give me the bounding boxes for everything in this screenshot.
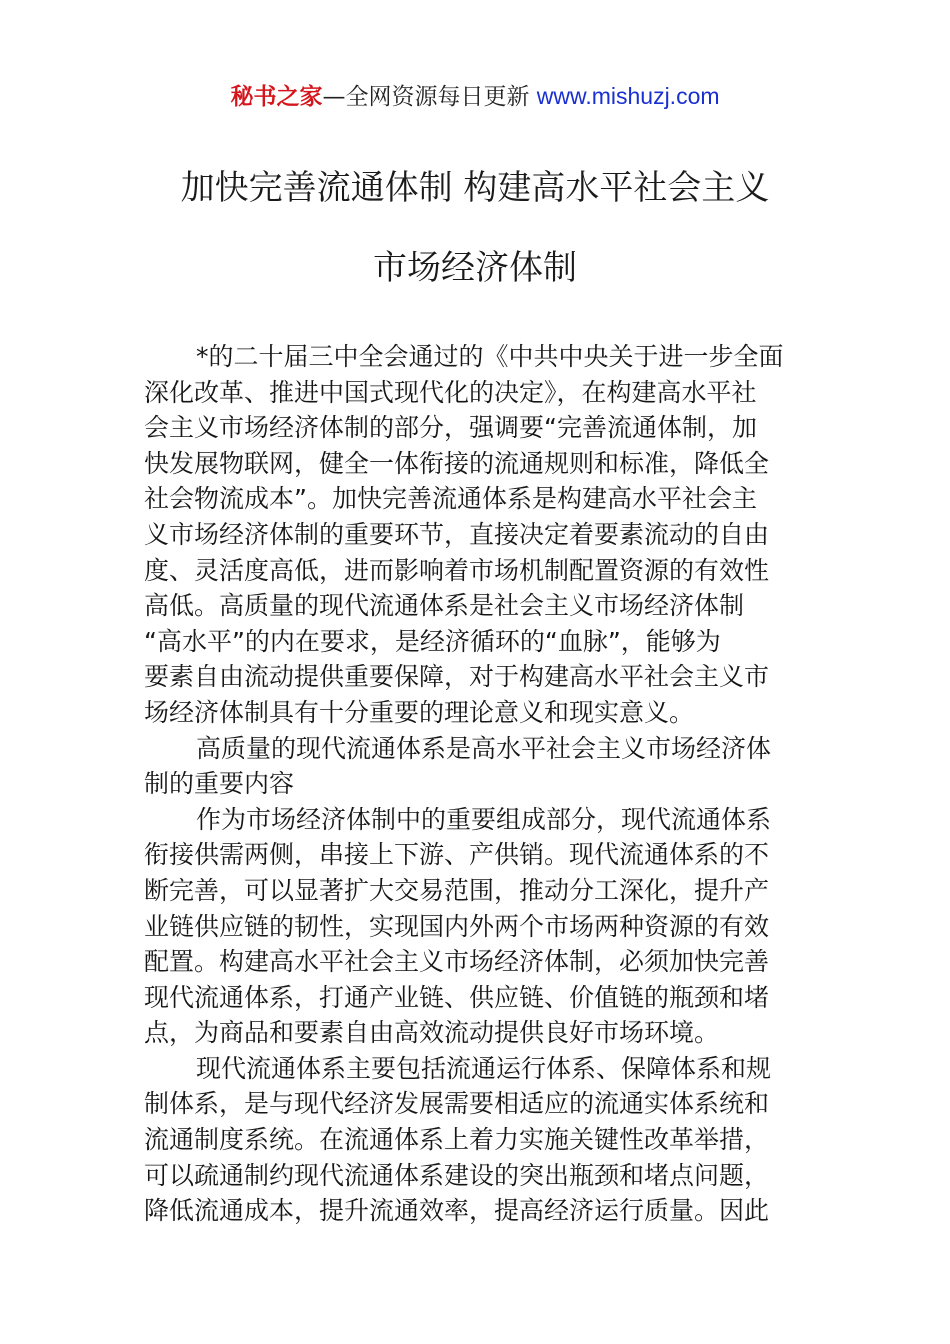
paragraph-line: 衔接供需两侧，串接上下游、产供销。现代流通体系的不: [144, 840, 770, 870]
article-paragraph: [144, 339, 809, 731]
article-paragraph: [144, 1051, 809, 1229]
paragraph-line: 点，为商品和要素自由高效流动提供良好市场环境。: [144, 1018, 720, 1048]
paragraph-line: 流通制度系统。在流通体系上着力实施关键性改革举措，: [144, 1125, 770, 1155]
article-paragraph: [144, 802, 809, 1051]
paragraph-line: 度、灵活度高低，进而影响着市场机制配置资源的有效性: [144, 555, 770, 585]
paragraph-line: 场经济体制具有十分重要的理论意义和现实意义。: [144, 697, 695, 727]
paragraph-line: 会主义市场经济体制的部分，强调要“完善流通体制，加: [144, 413, 757, 443]
paragraph-line: 作为市场经济体制中的重要组成部分，现代流通体系: [196, 804, 772, 834]
paragraph-line: 断完善，可以显著扩大交易范围，推动分工深化，提升产: [144, 875, 770, 905]
paragraph-line: 降低流通成本，提升流通效率，提高经济运行质量。因此: [144, 1196, 770, 1226]
site-tagline: —全网资源每日更新: [322, 84, 537, 110]
paragraph-line: 业链供应链的韧性，实现国内外两个市场两种资源的有效: [144, 911, 770, 941]
paragraph-line: 深化改革、推进中国式现代化的决定》，在构建高水平社: [144, 377, 757, 407]
site-url-link[interactable]: www.mishuzj.com: [536, 83, 720, 109]
paragraph-line: 制的重要内容: [144, 769, 295, 799]
site-header: [0, 78, 950, 115]
paragraph-line: 义市场经济体制的重要环节，直接决定着要素流动的自由: [144, 519, 770, 549]
site-brand-name: 秘书之家: [230, 84, 323, 110]
paragraph-line: 快发展物联网，健全一体衔接的流通规则和标准，降低全: [144, 448, 770, 478]
article-title: [120, 168, 830, 288]
paragraph-line: 可以疏通制约现代流通体系建设的突出瓶颈和堵点问题，: [144, 1160, 770, 1190]
paragraph-line: 配置。构建高水平社会主义市场经济体制，必须加快完善: [144, 947, 770, 977]
paragraph-line: 现代流通体系主要包括流通运行体系、保障体系和规: [196, 1053, 772, 1083]
article-title-line-2: 市场经济体制: [373, 248, 577, 288]
article-paragraph: [144, 731, 809, 802]
paragraph-line: 制体系，是与现代经济发展需要相适应的流通实体系统和: [144, 1089, 770, 1119]
article-body: [144, 339, 809, 1229]
paragraph-line: 现代流通体系，打通产业链、供应链、价值链的瓶颈和堵: [144, 982, 770, 1012]
paragraph-line: 要素自由流动提供重要保障，对于构建高水平社会主义市: [144, 662, 770, 692]
paragraph-line: “高水平”的内在要求，是经济循环的“血脉”，能够为: [144, 626, 721, 656]
article-title-line-1: 加快完善流通体制 构建高水平社会主义: [180, 168, 770, 208]
paragraph-line: 社会物流成本”。加快完善流通体系是构建高水平社会主: [144, 484, 757, 514]
paragraph-line: *的二十届三中全会通过的《中共中央关于进一步全面: [196, 342, 784, 371]
paragraph-line: 高质量的现代流通体系是高水平社会主义市场经济体: [196, 733, 772, 763]
paragraph-line: 高低。高质量的现代流通体系是社会主义市场经济体制: [144, 591, 745, 621]
